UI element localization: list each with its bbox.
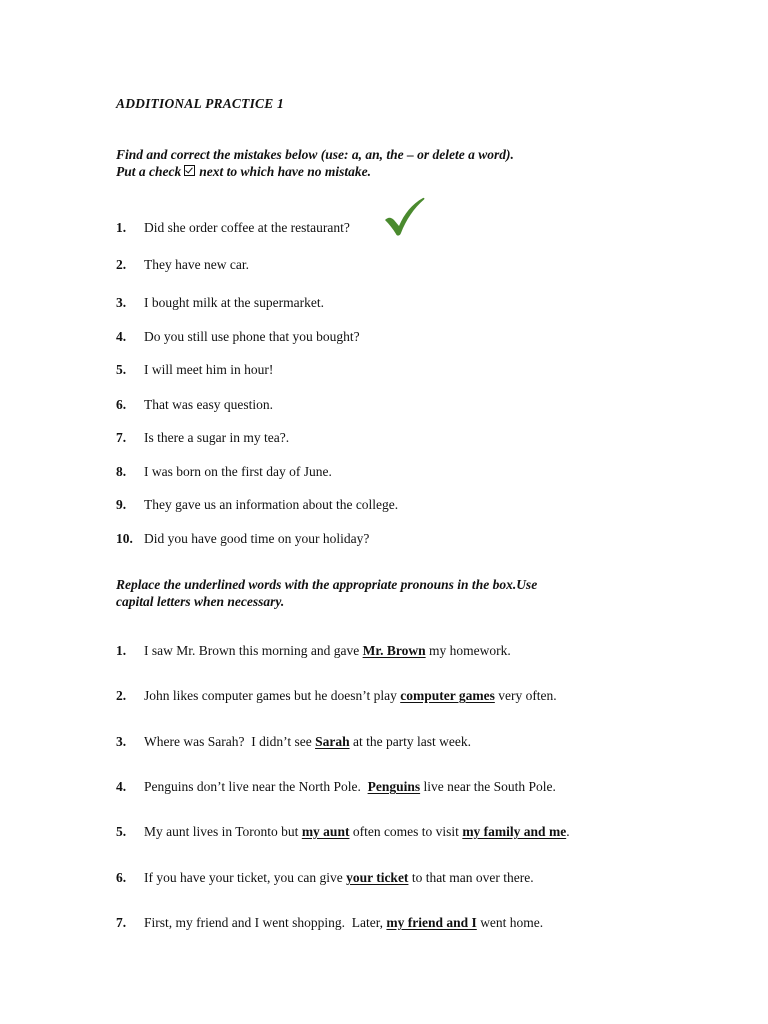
item-text: at the party last week. (349, 734, 472, 749)
item-number: 6. (116, 870, 127, 885)
item-number: 6. (116, 397, 127, 412)
page-title: ADDITIONAL PRACTICE 1 (116, 96, 284, 111)
green-checkmark-icon (382, 196, 426, 238)
item-number: 5. (116, 362, 127, 377)
exercise1-item (116, 397, 273, 413)
item-text: I was born on the first day of June. (144, 464, 332, 479)
item-number: 1. (116, 643, 127, 658)
section1-instruction-line1: Find and correct the mistakes below (use: a, an, the – or delete a word). (116, 147, 514, 162)
section2-instruction-line2: capital letters when necessary. (116, 594, 285, 609)
item-number: 2. (116, 257, 127, 272)
instruction-check-text: Put a check (116, 164, 182, 179)
item-text: went home. (476, 915, 544, 930)
item-number: 1. (116, 220, 127, 235)
item-text: to that man over there. (408, 870, 534, 885)
exercise2-item (116, 779, 556, 795)
exercise1-item (116, 362, 273, 378)
item-text: I bought milk at the supermarket. (144, 295, 324, 310)
item-text: First, my friend and I went shopping. Later, (144, 915, 387, 930)
underlined-word: your ticket (346, 870, 409, 885)
underlined-word: my family and me (462, 824, 567, 839)
item-text: Where was Sarah? I didn’t see (144, 734, 316, 749)
underlined-word: Penguins (367, 779, 421, 794)
exercise2-item (116, 824, 570, 840)
exercise1-item (116, 220, 350, 236)
section1-instruction-line2 (116, 163, 514, 180)
item-text: very often. (494, 688, 557, 703)
exercise1-item (116, 257, 249, 273)
item-text: I saw Mr. Brown this morning and gave (144, 643, 363, 658)
item-text: Did you have good time on your holiday? (144, 531, 370, 546)
item-number: 2. (116, 688, 127, 703)
item-text: They gave us an information about the college. (144, 497, 399, 512)
item-number: 3. (116, 734, 127, 749)
exercise1-item (116, 295, 324, 311)
underlined-word: Mr. Brown (362, 643, 426, 658)
exercise1-item (116, 430, 289, 446)
item-text: They have new car. (144, 257, 249, 272)
exercise2-item (116, 643, 511, 659)
item-text: my homework. (425, 643, 511, 658)
item-number: 9. (116, 497, 127, 512)
underlined-word: computer games (400, 688, 495, 703)
exercise1-item (116, 329, 360, 345)
checked-box-icon (184, 165, 195, 176)
item-number: 5. (116, 824, 127, 839)
instruction-nomistake-text: next to which have no mistake. (199, 164, 372, 179)
item-text: often comes to visit (349, 824, 463, 839)
underlined-word: Sarah (315, 734, 350, 749)
item-text: John likes computer games but he doesn’t play (144, 688, 401, 703)
exercise2-item (116, 870, 534, 886)
item-text: If you have your ticket, you can give (144, 870, 347, 885)
item-text: My aunt lives in Toronto but (144, 824, 302, 839)
item-number: 4. (116, 329, 127, 344)
exercise1-item (116, 464, 332, 480)
exercise2-item (116, 734, 471, 750)
exercise1-item (116, 497, 398, 513)
item-number: 8. (116, 464, 127, 479)
item-number: 7. (116, 430, 127, 445)
item-text: . (566, 824, 570, 839)
item-number: 7. (116, 915, 127, 930)
item-number: 3. (116, 295, 127, 310)
section2-instruction-line1: Replace the underlined words with the appropriate pronouns in the box.Use (116, 577, 538, 592)
item-text: That was easy question. (144, 397, 273, 412)
section1-instructions (116, 146, 514, 180)
section2-instructions (116, 576, 537, 610)
item-text: I will meet him in hour! (144, 362, 274, 377)
exercise2-item (116, 915, 543, 931)
item-text: Did she order coffee at the restaurant? (144, 220, 350, 235)
exercise1-item (116, 531, 369, 547)
item-text: Penguins don’t live near the North Pole. (144, 779, 368, 794)
underlined-word: my aunt (301, 824, 350, 839)
item-text: live near the South Pole. (420, 779, 556, 794)
item-text: Is there a sugar in my tea?. (144, 430, 290, 445)
item-number: 10. (116, 531, 133, 546)
exercise2-item (116, 688, 557, 704)
item-text: Do you still use phone that you bought? (144, 329, 360, 344)
item-number: 4. (116, 779, 127, 794)
underlined-word: my friend and I (386, 915, 477, 930)
